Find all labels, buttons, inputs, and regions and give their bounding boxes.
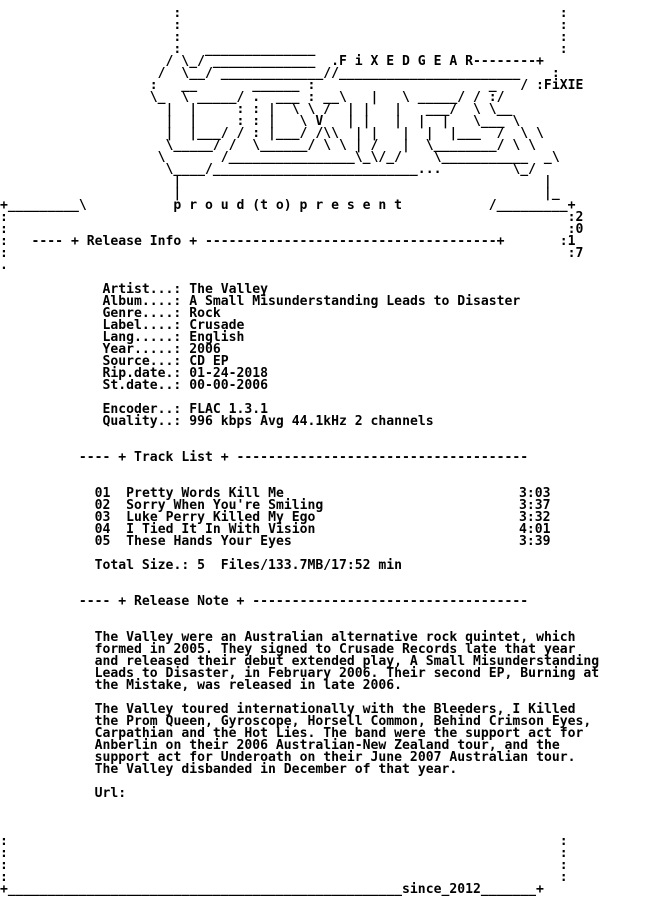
url-line: [0, 788, 599, 800]
footer-art-line: : :: [0, 858, 568, 873]
header-art-line: | | : : | \ \ / | | | ___/ \ \__: [0, 102, 513, 117]
info-label: Label....:: [102, 318, 182, 333]
track-number: 05: [94, 534, 111, 549]
header-art-line: : :: [0, 18, 568, 33]
release-note-text: The Valley disbanded in December of that year.: [94, 762, 458, 777]
info-label: Lang.....:: [102, 330, 182, 345]
release-note-text: formed in 2005. They signed to Crusade Records late that year: [94, 642, 576, 657]
release-note-line: [0, 680, 599, 692]
header-art-line: : :2: [0, 210, 584, 225]
release-note-text: Carpathian and the Hot Lies. The band were the support act for: [94, 726, 584, 741]
footer-art-line: : :: [0, 846, 568, 861]
track-number: 03: [94, 510, 111, 525]
release-note-text: the Prom Queen, Gyroscope, Horsell Common, Behind Crimson Eyes,: [94, 714, 592, 729]
header-art-line: : __ ______ : _ / :FiXIE: [0, 78, 584, 93]
header-art-line: | |_: [0, 186, 560, 201]
footer-art-line: +__________________________________________________since_2012_______+: [0, 882, 544, 897]
track-time: 3:32: [518, 510, 551, 525]
track-time: 4:01: [518, 522, 551, 537]
info-label: Rip.date.:: [102, 366, 182, 381]
release-note-text: and released their debut extended play, A Small Misunderstanding: [94, 654, 600, 669]
info-value: 01-24-2018: [189, 366, 269, 381]
info-label: Album....:: [102, 294, 182, 309]
info-label: Year.....:: [102, 342, 182, 357]
total-size-line: [0, 560, 599, 572]
header-art-line: .: [0, 258, 8, 273]
track-list-header: ---- + Track List + -------------------------------------: [78, 450, 529, 465]
header-art-line: \_____/ / \______/ \ \ | / | \________/ \ \: [0, 138, 537, 153]
track-time: 3:37: [518, 498, 551, 513]
total-size: Total Size.: 5 Files/133.7MB/17:52 min: [94, 558, 403, 573]
spacer-line: [0, 428, 599, 440]
track-time: 3:03: [518, 486, 551, 501]
header-art-line: | |: [0, 174, 552, 189]
info-value: A Small Misunderstanding Leads to Disaster: [189, 294, 521, 309]
info-value: CD EP: [189, 354, 229, 369]
info-value: 996 kbps Avg 44.1kHz 2 channels: [189, 414, 434, 429]
track-number: 01: [94, 486, 111, 501]
info-value: 00-00-2006: [189, 378, 269, 393]
footer-art-line: : :: [0, 834, 568, 849]
info-value: English: [189, 330, 245, 345]
info-label: Source...:: [102, 354, 182, 369]
header-art-line: : :: [0, 30, 568, 45]
header-art-line: \_ \ _____/ . ___ : __\ | \ _____/ / :/: [0, 90, 505, 105]
info-row-st-date: [0, 380, 599, 392]
info-value: Rock: [189, 306, 221, 321]
info-value: 2006: [189, 342, 221, 357]
spacer-line: [0, 464, 599, 476]
track-title: These Hands Your Eyes: [126, 534, 292, 549]
info-value: FLAC 1.3.1: [189, 402, 269, 417]
track-title: Pretty Words Kill Me: [126, 486, 284, 501]
track-list-header-line: [0, 452, 599, 464]
track-number: 02: [94, 498, 111, 513]
release-note-text: The Valley toured internationally with the Bleeders, I Killed: [94, 702, 576, 717]
info-label: St.date..:: [102, 378, 182, 393]
header-art-line: : ---- + Release Info + -------------------------------------+ :1: [0, 234, 576, 249]
header-art-line: : :7: [0, 246, 584, 261]
info-row-quality: [0, 416, 599, 428]
spacer-line: [0, 800, 599, 812]
info-label: Quality..:: [102, 414, 182, 429]
info-label: Encoder..:: [102, 402, 182, 417]
release-note-line: [0, 764, 599, 776]
header-art-line: / \__/ _____________//_______________________ :: [0, 66, 560, 81]
header-art-line: \ /________________\_\/_/ \___________ _\: [0, 150, 560, 165]
header-art-line: | | : : | \ V | | | | | \___ \: [0, 114, 521, 129]
release-note-text: The Valley were an Australian alternative rock quintet, which: [94, 630, 576, 645]
track-row: [0, 536, 599, 548]
nfo-document: [0, 8, 599, 896]
header-art-line: \____/__________________________... \_/: [0, 162, 537, 177]
release-note-text: support act for Underoath on their June 2007 Australian tour.: [94, 750, 576, 765]
spacer-line: [0, 572, 599, 584]
info-value: The Valley: [189, 282, 269, 297]
url-label: Url:: [94, 786, 127, 801]
release-note-text: Leads to Disaster, in February 2006. Their second EP, Burning at: [94, 666, 600, 681]
track-title: Luke Perry Killed My Ego: [126, 510, 316, 525]
header-art-line: +_________\ p r o u d (t o) p r e s e n t /_________+: [0, 198, 576, 213]
release-note-text: Anberlin on their 2006 Australian-New Zealand tour, and the: [94, 738, 560, 753]
track-time: 3:39: [518, 534, 551, 549]
info-label: Genre....:: [102, 306, 182, 321]
track-number: 04: [94, 522, 111, 537]
header-art-line: : :0: [0, 222, 584, 237]
release-note-header: ---- + Release Note + -----------------------------------: [78, 594, 529, 609]
track-title: I Tied It In With Vision: [126, 522, 316, 537]
footer-art-line: : :: [0, 870, 568, 885]
header-art-line: : ______________ :: [0, 42, 568, 57]
track-title: Sorry When You're Smiling: [126, 498, 324, 513]
info-value: Crusade: [189, 318, 245, 333]
release-note-header-line: [0, 596, 599, 608]
header-art-line: | |___/ / : |___/ /\\ | | | | |___ / \ \: [0, 126, 544, 141]
header-art-line: / \_/ _____________ .F i X E D G E A R--------+: [0, 54, 544, 69]
spacer-line: [0, 608, 599, 620]
spacer-line: [0, 812, 599, 824]
header-art-line: : :: [0, 6, 568, 21]
info-label: Artist...:: [102, 282, 182, 297]
release-note-text: the Mistake, was released in late 2006.: [94, 678, 403, 693]
